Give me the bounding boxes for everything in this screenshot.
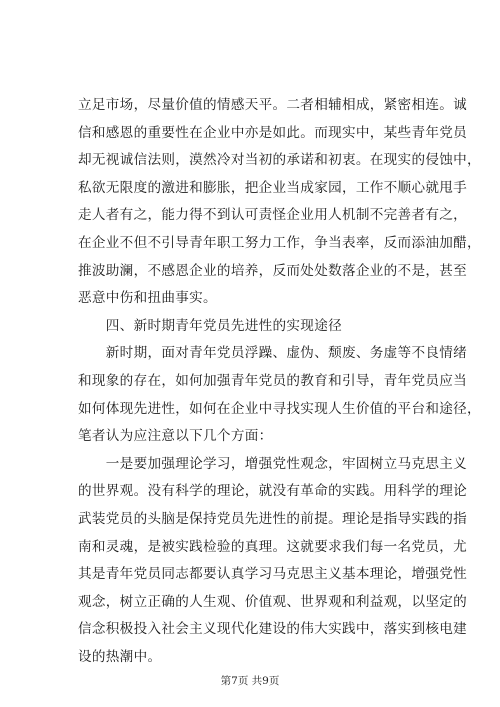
- text-line: 却无视诚信法则，漠然冷对当初的承诺和初衷。在现实的侵蚀中，: [78, 152, 481, 169]
- text-line: 信念积极投入社会主义现代化建设的伟大实践中，落实到核电建: [78, 621, 468, 638]
- text-line: 在企业不但不引导青年职工努力工作，争当表率，反而添油加醋，: [78, 234, 481, 251]
- text-line: 设的热潮中。: [78, 648, 162, 665]
- text-line: 笔者认为应注意以下几个方面：: [78, 428, 273, 445]
- text-line: 走人者有之，能力得不到认可责怪企业用人机制不完善者有之，: [78, 207, 468, 224]
- text-line: 信和感恩的重要性在企业中亦是如此。而现实中，某些青年党员: [78, 124, 468, 141]
- body-text: [78, 92, 481, 671]
- text-line: 如何体现先进性，如何在企业中寻找实现人生价值的平台和途径，: [78, 400, 481, 417]
- text-line: 立足市场，尽量价值的情感天平。二者相辅相成，紧密相连。诚: [78, 97, 468, 113]
- page-number: 第7页 共9页: [220, 675, 280, 687]
- text-line: 恶意中伤和扭曲事实。: [78, 290, 217, 307]
- text-line: 武装党员的头脑是保持党员先进性的前提。理论是指导实践的指: [78, 510, 468, 527]
- text-line: 和现象的存在，如何加强青年党员的教育和引导，青年党员应当: [78, 372, 468, 389]
- text-line: 的世界观。没有科学的理论，就没有革命的实践。用科学的理论: [78, 483, 468, 500]
- text-line: 南和灵魂，是被实践检验的真理。这就要求我们每一名党员，尤: [78, 538, 468, 555]
- text-line: 观念，树立正确的人生观、价值观、世界观和利益观，以坚定的: [78, 593, 468, 610]
- text-line: 其是青年党员同志都要认真学习马克思主义基本理论，增强党性: [78, 566, 468, 583]
- text-line: 新时期，面对青年党员浮躁、虚伪、颓废、务虚等不良情绪: [78, 345, 468, 362]
- text-line: 一是要加强理论学习，增强党性观念，牢固树立马克思主义: [78, 455, 468, 472]
- text-line: 私欲无限度的激进和膨胀，把企业当成家园，工作不顺心就甩手: [78, 179, 468, 196]
- section-heading: 四、新时期青年党员先进性的实现途径: [78, 317, 342, 334]
- text-line: 推波助澜，不感恩企业的培养，反而处处数落企业的不是，甚至: [78, 262, 468, 279]
